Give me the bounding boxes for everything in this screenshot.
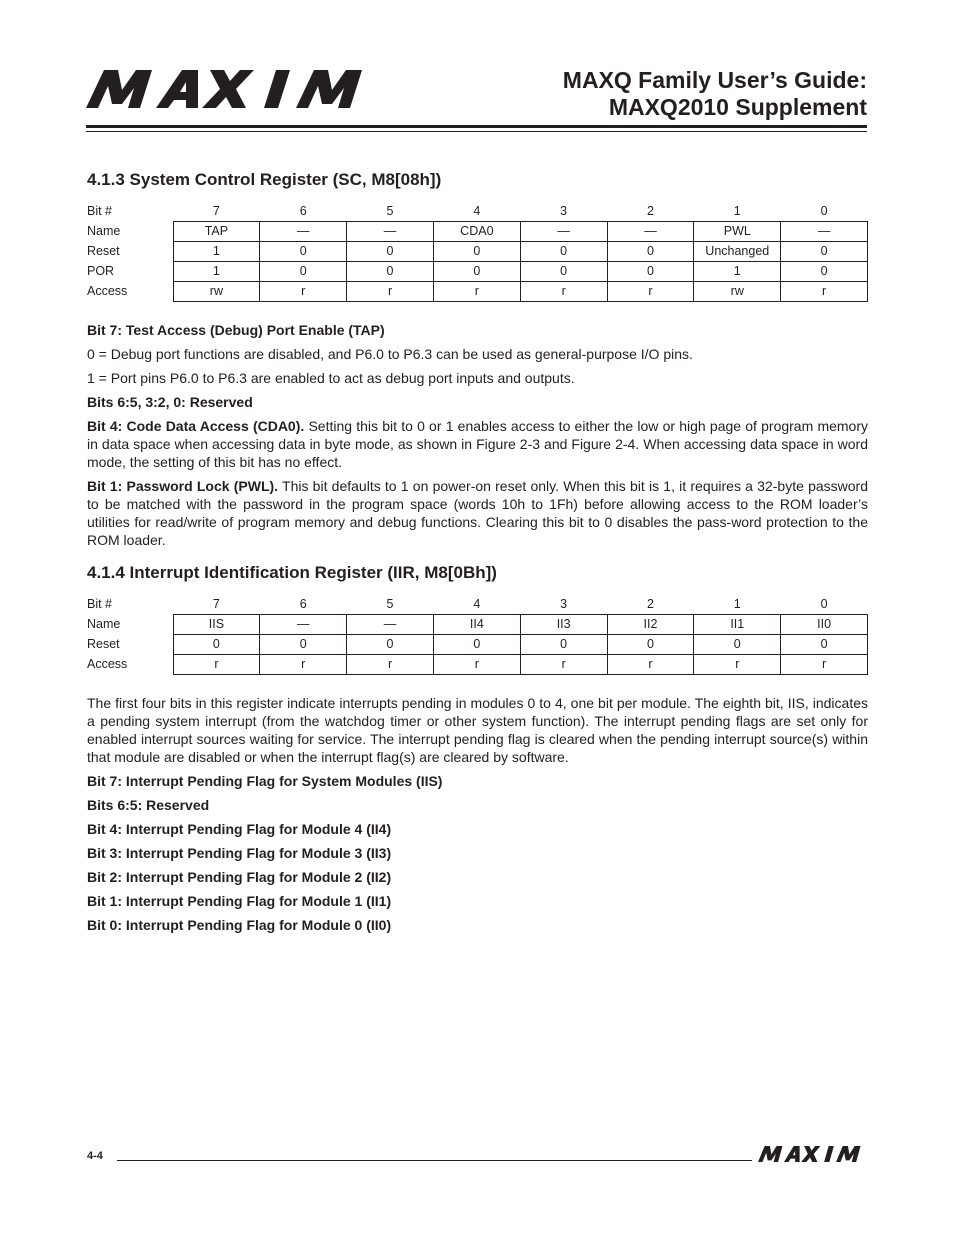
table-cell: — [781, 222, 868, 242]
table-cell: 0 [260, 635, 347, 655]
table-cell: 0 [260, 262, 347, 282]
bit-number: 3 [560, 597, 568, 611]
table-row-reset [87, 242, 868, 262]
table-row-por [87, 262, 868, 282]
section-heading-iir: 4.1.4 Interrupt Identification Register (IIR, M8[0Bh]) [87, 563, 497, 582]
bit-number: 1 [733, 204, 741, 218]
table-cell: r [347, 655, 434, 675]
table-cell: 0 [781, 262, 868, 282]
table-row-reset [87, 635, 868, 655]
sc-register-table [87, 202, 868, 302]
table-cell: IIS [173, 615, 260, 635]
pwl-description: This bit defaults to 1 on power-on reset only. When this bit is 1, it requires a 32-byte password to be matched with the password in the program space (words 10h to 1Fh) before allowing access to the ROM loader’s utilities for read/write of program memory and debug functions. Clearing this bit to 0 disables the pass-word protection to the ROM loader. [87, 478, 868, 548]
table-cell: r [520, 282, 607, 302]
cda0-bit-heading: Bit 4: Code Data Access (CDA0). [87, 418, 305, 434]
ii4-bit-heading: Bit 4: Interrupt Pending Flag for Module 4 (II4) [87, 821, 392, 837]
table-cell: r [607, 655, 694, 675]
table-cell: II1 [694, 615, 781, 635]
table-cell: 0 [781, 242, 868, 262]
row-label: Access [87, 284, 128, 298]
table-cell: 0 [520, 635, 607, 655]
table-cell: CDA0 [433, 222, 520, 242]
table-cell: r [260, 655, 347, 675]
table-cell: r [607, 282, 694, 302]
table-cell: 0 [173, 635, 260, 655]
table-cell: 0 [520, 262, 607, 282]
table-cell: r [781, 282, 868, 302]
ii0-bit-heading: Bit 0: Interrupt Pending Flag for Module 0 (II0) [87, 917, 392, 933]
table-cell: — [520, 222, 607, 242]
bit-number: 6 [299, 204, 307, 218]
table-cell: II4 [433, 615, 520, 635]
table-cell: 0 [607, 242, 694, 262]
table-cell: II3 [520, 615, 607, 635]
row-label: Bit # [87, 204, 113, 219]
table-cell: — [260, 222, 347, 242]
table-row-access [87, 655, 868, 675]
table-cell: 1 [694, 262, 781, 282]
table-cell: r [781, 655, 868, 675]
document-title-line1: MAXQ Family User’s Guide: [562, 67, 867, 93]
table-cell: 0 [607, 635, 694, 655]
table-cell: r [520, 655, 607, 675]
table-cell: — [347, 222, 434, 242]
row-label: Access [87, 657, 128, 671]
bit-number: 1 [733, 597, 741, 611]
table-row-name [87, 222, 868, 242]
table-cell: Unchanged [694, 242, 781, 262]
iir-description: The first four bits in this register indicate interrupts pending in modules 0 to 4, one bit per module. The eighth bit, IIS, indicates a pending system interrupt (from the watchdog timer or other system function). The interrupt pending flags are set only for enabled interrupt sources waiting for service. The interrupt pending flag is cleared when the pending interrupt source(s) within that module are disabled or when the interrupt flag(s) are cleared by software. [87, 695, 868, 765]
tap-description-1: 1 = Port pins P6.0 to P6.3 are enabled to act as debug port inputs and outputs. [87, 370, 575, 386]
tap-bit-heading: Bit 7: Test Access (Debug) Port Enable (TAP) [87, 322, 385, 338]
maxim-logo [86, 70, 382, 108]
bit-number: 2 [646, 597, 654, 611]
document-title [563, 67, 867, 121]
page-number: 4-4 [87, 1150, 103, 1162]
table-cell: II0 [781, 615, 868, 635]
table-cell: 0 [520, 242, 607, 262]
table-cell: 1 [173, 242, 260, 262]
maxim-footer-logo [758, 1146, 868, 1162]
pwl-bit-heading: Bit 1: Password Lock (PWL). [87, 478, 279, 494]
row-label: Reset [87, 244, 120, 258]
bit-number: 5 [386, 597, 394, 611]
bit-number: 6 [299, 597, 307, 611]
table-cell: — [260, 615, 347, 635]
table-cell: r [347, 282, 434, 302]
bit-number: 3 [560, 204, 568, 218]
section-heading-sc: 4.1.3 System Control Register (SC, M8[08h]) [87, 170, 442, 189]
bit-number: 7 [212, 204, 220, 218]
bit-number: 0 [820, 204, 828, 218]
cda0-description: Setting this bit to 0 or 1 enables access to either the low or high page of program memory in data space when accessing data in byte mode, as shown in Figure 2-3 and Figure 2-4. When accessing data space in word mode, the setting of this bit has no effect. [87, 418, 868, 470]
bit-number: 7 [212, 597, 220, 611]
table-cell: r [173, 655, 260, 675]
reserved-bits-heading: Bits 6:5: Reserved [87, 797, 210, 813]
table-cell: — [607, 222, 694, 242]
table-cell: 0 [433, 635, 520, 655]
row-label: POR [87, 264, 115, 278]
bit-number: 5 [386, 204, 394, 218]
table-cell: 0 [607, 262, 694, 282]
document-title-line2: MAXQ2010 Supplement [608, 94, 867, 120]
row-label: Reset [87, 637, 120, 651]
ii1-bit-heading: Bit 1: Interrupt Pending Flag for Module 1 (II1) [87, 893, 392, 909]
table-cell: 1 [173, 262, 260, 282]
table-cell: 0 [781, 635, 868, 655]
table-cell: 0 [433, 242, 520, 262]
header-rule [86, 125, 867, 128]
table-cell: 0 [347, 635, 434, 655]
table-row-bit-numbers [87, 595, 868, 615]
footer-rule [117, 1160, 752, 1161]
bit-number: 4 [473, 204, 481, 218]
bit-number: 0 [820, 597, 828, 611]
table-cell: II2 [607, 615, 694, 635]
table-cell: r [260, 282, 347, 302]
reserved-bits-heading: Bits 6:5, 3:2, 0: Reserved [87, 394, 253, 410]
table-row-bit-numbers [87, 202, 868, 222]
row-label: Name [87, 224, 121, 238]
ii3-bit-heading: Bit 3: Interrupt Pending Flag for Module 3 (II3) [87, 845, 392, 861]
table-row-access [87, 282, 868, 302]
pwl-paragraph [87, 477, 868, 549]
table-cell: rw [173, 282, 260, 302]
header-rule-thin [86, 131, 867, 132]
cda0-paragraph [87, 417, 868, 471]
bit-number: 4 [473, 597, 481, 611]
table-cell: 0 [260, 242, 347, 262]
ii2-bit-heading: Bit 2: Interrupt Pending Flag for Module 2 (II2) [87, 869, 392, 885]
table-cell: 0 [347, 242, 434, 262]
table-cell: 0 [347, 262, 434, 282]
row-label: Name [87, 617, 121, 631]
page-content [87, 169, 868, 934]
table-cell: 0 [694, 635, 781, 655]
table-row-name [87, 615, 868, 635]
table-cell: r [433, 655, 520, 675]
table-cell: PWL [694, 222, 781, 242]
bit-number: 2 [646, 204, 654, 218]
table-cell: TAP [173, 222, 260, 242]
iir-register-table [87, 595, 868, 675]
row-label: Bit # [87, 597, 113, 612]
table-cell: 0 [433, 262, 520, 282]
table-cell: r [433, 282, 520, 302]
table-cell: — [347, 615, 434, 635]
iis-bit-heading: Bit 7: Interrupt Pending Flag for System Modules (IIS) [87, 773, 443, 789]
table-cell: rw [694, 282, 781, 302]
table-cell: r [694, 655, 781, 675]
tap-description-0: 0 = Debug port functions are disabled, and P6.0 to P6.3 can be used as general-purpose I/O pins. [87, 346, 693, 362]
